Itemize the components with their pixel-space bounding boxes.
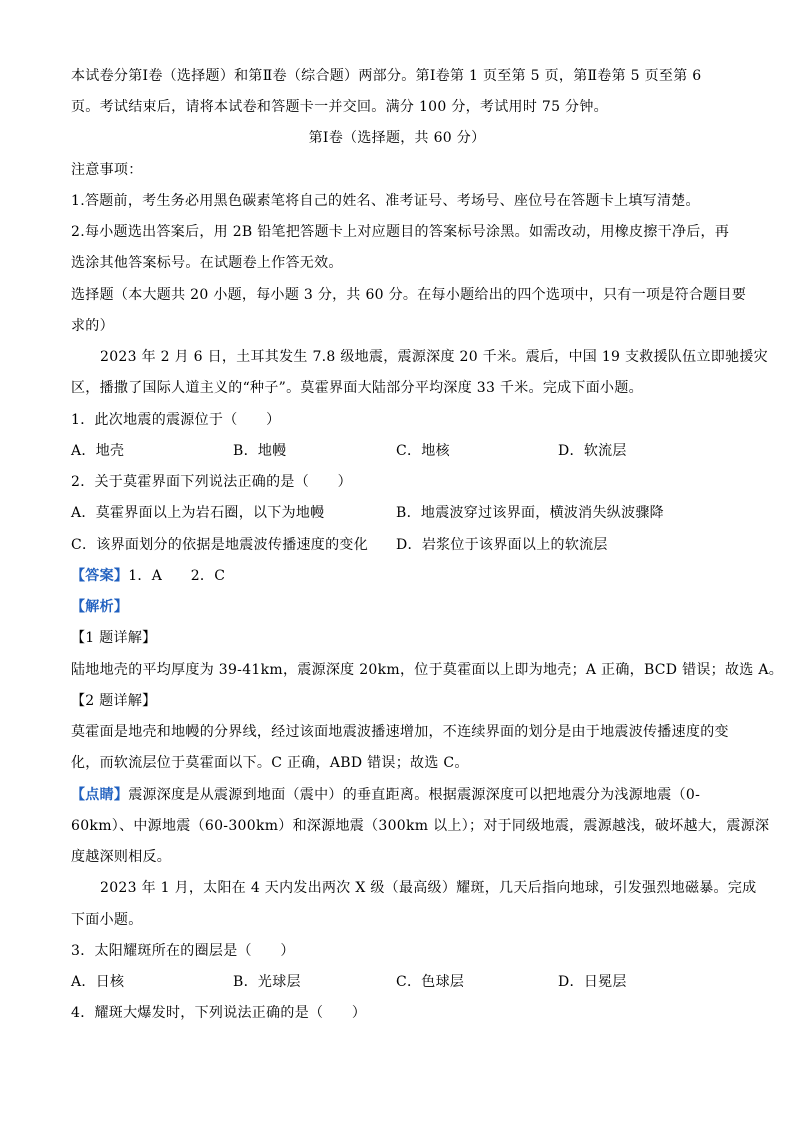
stem2-line-1: 2023 年 1 月，太阳在 4 天内发出两次 X 级（最高级）耀斑，几天后指向地球，引发强烈地磁暴。完成 xyxy=(100,880,757,896)
question-4: 4．耀斑大爆发时，下列说法正确的是（ ） xyxy=(71,1005,367,1021)
q2-option-a: A．莫霍界面以上为岩石圈，以下为地幔 xyxy=(71,505,325,521)
choice-intro-line-2: 求的） xyxy=(71,318,114,334)
q2-option-d: D．岩浆位于该界面以上的软流层 xyxy=(396,537,608,553)
detail-2-line-1: 莫霍面是地壳和地幔的分界线，经过该面地震波播速增加，不连续界面的划分是由于地震波传播速度的变 xyxy=(71,724,729,740)
answer-line xyxy=(71,561,723,592)
q3-option-b: B．光球层 xyxy=(233,974,301,990)
detail-1-label: 【1 题详解】 xyxy=(71,630,157,646)
tip-label: 【点睛】 xyxy=(71,787,129,803)
answer-label: 【答案】 xyxy=(71,568,129,584)
q1-option-b: B．地幔 xyxy=(233,443,287,459)
stem2-line-2: 下面小题。 xyxy=(71,912,143,928)
notice-line-2: 2.每小题选出答案后，用 2B 铅笔把答题卡上对应题目的答案标号涂黑。如需改动，用橡皮擦干净后，再 xyxy=(71,224,730,240)
tip-line-3: 度越深则相反。 xyxy=(71,849,172,865)
tip-line-2: 60km）、中源地震（60-300km）和深源地震（300km 以上）；对于同级地震，震源越浅，破坏越大，震源深 xyxy=(71,818,770,834)
choice-intro-line-1: 选择题（本大题共 20 小题，每小题 3 分，共 60 分。在每小题给出的四个选项中，只有一项是符合题目要 xyxy=(71,287,747,303)
intro-line-1: 本试卷分第Ⅰ卷（选择题）和第Ⅱ卷（综合题）两部分。第Ⅰ卷第 1 页至第 5 页，第Ⅱ卷第 5 页至第 6 xyxy=(71,68,702,84)
q2-option-c: C．该界面划分的依据是地震波传播速度的变化 xyxy=(71,537,369,553)
stem1-line-2: 区，播撒了国际人道主义的“种子”。莫霍界面大陆部分平均深度 33 千米。完成下面小题。 xyxy=(71,380,643,396)
q1-option-d: D．软流层 xyxy=(558,443,627,459)
notice-line-1: 1.答题前，考生务必用黑色碳素笔将自己的姓名、准考证号、考场号、座位号在答题卡上填写清楚。 xyxy=(71,193,700,209)
q2-option-b: B．地震波穿过该界面，横波消失纵波骤降 xyxy=(396,505,664,521)
section-title: 第Ⅰ卷（选择题，共 60 分） xyxy=(308,130,486,146)
question-3: 3．太阳耀斑所在的圈层是（ ） xyxy=(71,943,295,959)
answer-value: 1．A 2．C xyxy=(128,568,226,584)
q1-option-c: C．地核 xyxy=(396,443,450,459)
question-2: 2．关于莫霍界面下列说法正确的是（ ） xyxy=(71,474,352,490)
detail-2-line-2: 化，而软流层位于莫霍面以下。C 正确，ABD 错误；故选 C。 xyxy=(71,755,469,771)
notice-line-3: 选涂其他答案标号。在试题卷上作答无效。 xyxy=(71,255,343,271)
stem1-line-1: 2023 年 2 月 6 日，土耳其发生 7.8 级地震，震源深度 20 千米。震后，中国 19 支救援队伍立即驰援灾 xyxy=(100,349,768,365)
q3-option-d: D．日冕层 xyxy=(558,974,627,990)
notice-title: 注意事项： xyxy=(71,162,143,178)
question-1: 1．此次地震的震源位于（ ） xyxy=(71,412,281,428)
detail-2-label: 【2 题详解】 xyxy=(71,693,157,709)
q3-option-c: C．色球层 xyxy=(396,974,465,990)
tip-line-1 xyxy=(71,780,723,811)
analysis-label: 【解析】 xyxy=(71,599,129,615)
tip-text-1: 震源深度是从震源到地面（震中）的垂直距离。根据震源深度可以把地震分为浅源地震（0- xyxy=(128,787,701,803)
detail-1-text: 陆地地壳的平均厚度为 39-41km，震源深度 20km，位于莫霍面以上即为地壳；A 正确，BCD 错误；故选 A。 xyxy=(71,662,784,678)
intro-line-2: 页。考试结束后，请将本试卷和答题卡一并交回。满分 100 分，考试用时 75 分钟。 xyxy=(71,99,608,115)
q1-option-a: A．地壳 xyxy=(71,443,125,459)
q3-option-a: A．日核 xyxy=(71,974,125,990)
